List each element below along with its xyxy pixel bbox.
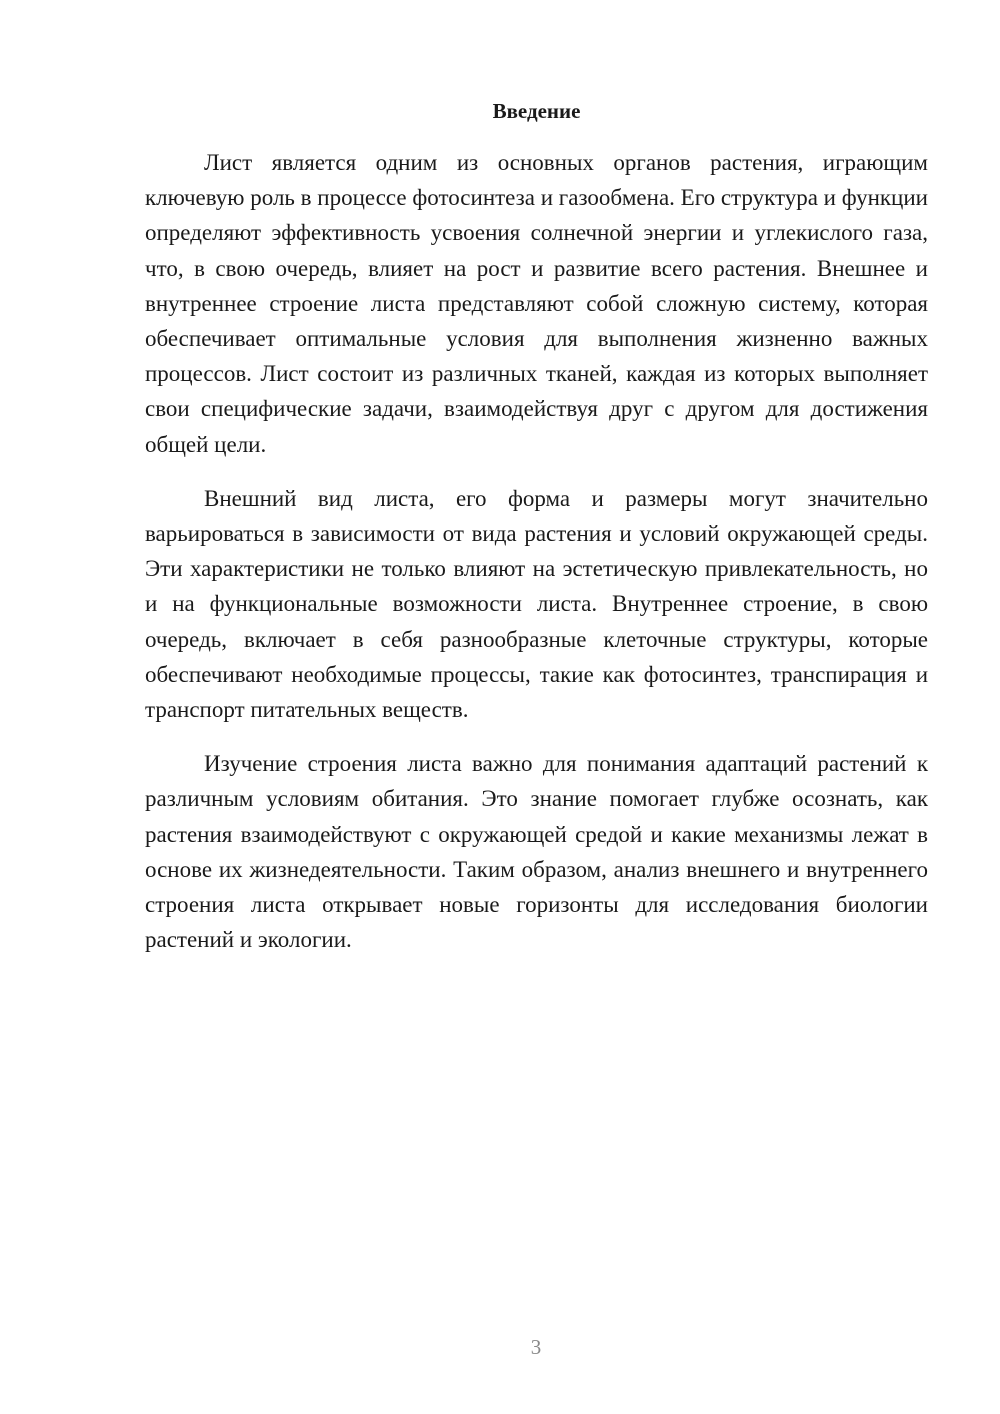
- page-title: Введение: [492, 99, 581, 123]
- paragraph-2: Внешний вид листа, его форма и размеры могут значительно варьироваться в зависимости от вида растения и условий окружающей среды. Эти характеристики не только влияют на эстетическую привлекательность, но и на функциональные возможности листа. Внутреннее строение, в свою очередь, включает в себя разнообразные клеточные структуры, которые обеспечивают необходимые процессы, такие как фотосинтез, транспирация и транспорт питательных веществ.: [145, 485, 928, 723]
- paragraph-3: Изучение строения листа важно для понимания адаптаций растений к различным условиям обитания. Это знание помогает глубже осознать, как растения взаимодействуют с окружающей средой и какие механизмы лежат в основе их жизнедеятельности. Таким образом, анализ внешнего и внутреннего строения листа открывает новые горизонты для исследования биологии растений и экологии.: [145, 751, 928, 953]
- page-content: [145, 94, 928, 976]
- paragraph-1: Лист является одним из основных органов растения, играющим ключевую роль в процессе фотосинтеза и газообмена. Его структура и функции определяют эффективность усвоения солнечной энергии и углекислого газа, что, в свою очередь, влияет на рост и развитие всего растения. Внешнее и внутреннее строение листа представляют собой сложную систему, которая обеспечивает оптимальные условия для выполнения жизненно важных процессов. Лист состоит из различных тканей, каждая из которых выполняет свои специфические задачи, взаимодействуя друг с другом для достижения общей цели.: [145, 150, 928, 457]
- page-number: 3: [530, 1335, 542, 1359]
